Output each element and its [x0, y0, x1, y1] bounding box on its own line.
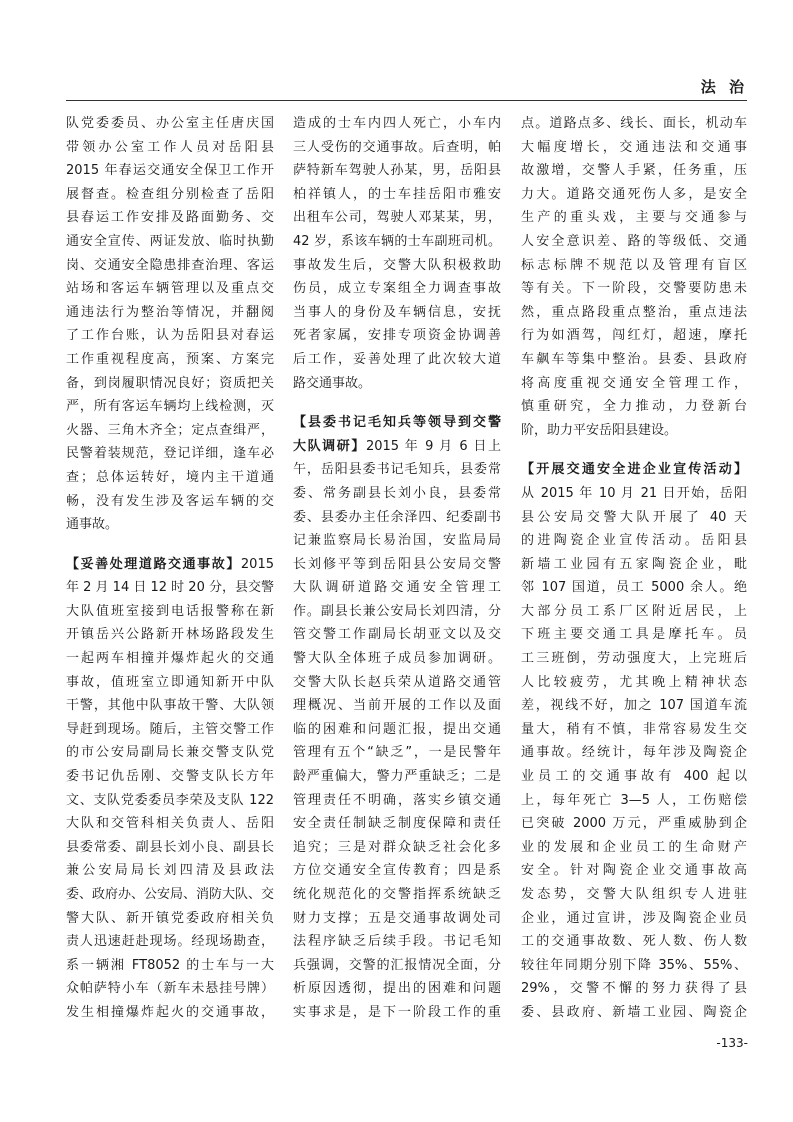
text-line: 事故发生后，交警大队积极救助 — [293, 257, 501, 273]
text-line: 县公安局交警大队开展了 40 天 — [521, 509, 747, 525]
text-line: 伤员，成立专案组全力调查事故 — [293, 281, 501, 297]
section-heading-text: 大队调研】 — [293, 438, 366, 454]
text-line: 兵强调，交警的汇报情况全面，分 — [293, 957, 501, 973]
text-line: 行为如酒驾，闯红灯，超速，摩托 — [521, 328, 747, 344]
text-line: 点。道路点多、线长、面长，机动车 — [521, 116, 747, 131]
text-line: 大部分员工系厂区附近居民，上 — [521, 603, 747, 619]
text-line: 工三班倒，劳动强度大，上完班后 — [521, 651, 747, 667]
text-line: 出租车公司，驾驶人邓某某，男， — [293, 210, 501, 226]
text-line: 严，所有客运车辆均上线检测，灭 — [66, 399, 274, 415]
text-line: 备，到岗履职情况良好；资质把关 — [66, 375, 274, 391]
text-line: 一起两车相撞并爆炸起火的交通 — [66, 651, 274, 667]
text-line: 42 岁，系该车辆的士车副班司机。 — [293, 233, 501, 249]
text-line: 标志标牌不规范以及管理有盲区 — [521, 257, 747, 273]
text-line: 系一辆湘 FT8052 的士车与一大 — [66, 957, 274, 973]
paragraph — [521, 482, 747, 1025]
text-line: 导赶到现场。随后，主管交警工作 — [66, 721, 274, 737]
section-heading: 【开展交通安全进企业宣传活动】 — [521, 462, 747, 478]
text-line: 差，视线不好，加之 107 国道车流 — [521, 698, 747, 714]
text-line: 委书记仇岳刚、交警支队长方年 — [66, 769, 274, 785]
text-line: 下班主要交通工具是摩托车。员 — [521, 627, 747, 643]
text-line: 作。副县长兼公安局长刘四清，分 — [293, 603, 501, 619]
text-line: 午，岳阳县委书记毛知兵，县委常 — [293, 462, 501, 478]
section-title: 法 治 — [700, 78, 748, 96]
text-line: 当事人的身份及车辆信息，安抚 — [293, 304, 501, 320]
text-line: 发态势，交警大队组织专人进驻 — [521, 887, 747, 902]
text-line: 上，每年死亡 3—5 人，工伤赔偿 — [521, 792, 747, 808]
text-line: 工的交通事故数、死人数、伤人数 — [521, 934, 747, 950]
text-line: 邻 107 国道，员工 5000 余人。绝 — [521, 580, 747, 596]
section-heading-continued — [293, 435, 501, 459]
text-line: 安全责任制缺乏制度保障和责任 — [293, 816, 501, 832]
text-line: 三人受伤的交通事故。后查明，帕 — [293, 139, 501, 155]
section-heading: 【县委书记毛知兵等领导到交警 — [293, 415, 501, 431]
paragraph — [66, 112, 274, 537]
text-line: 发生相撞爆炸起火的交通事故， — [66, 1004, 274, 1020]
text-line: 较往年同期分别下降 35%、55%、 — [521, 957, 747, 973]
header-rule — [66, 100, 747, 101]
text-line: 工作重视程度高，预案、方案完 — [66, 351, 274, 367]
text-line: 方位交通安全宣传教育；四是系 — [293, 863, 501, 879]
text-line: 后工作，妥善处理了此次较大道 — [293, 351, 501, 367]
text-line: 站场和客运车辆管理以及重点交 — [66, 281, 274, 297]
text-line: 安全。针对陶瓷企业交通事故高 — [521, 863, 747, 879]
text-line: 兼公安局局长刘四清及县政法 — [66, 863, 274, 879]
text-line: 开镇岳兴公路新开林场路段发生 — [66, 627, 274, 643]
text-line: 展督查。检查组分别检查了岳阳 — [66, 186, 274, 202]
text-line: 然，重点路段重点整治，重点违法 — [521, 304, 747, 320]
text-line: 车飙车等集中整治。县委、县政府 — [521, 351, 747, 367]
text-column-2 — [293, 112, 501, 1025]
text-line: 业员工的交通事故有 400 起以 — [521, 769, 747, 785]
text-line: 年 2 月 14 日 12 时 20 分，县交警 — [66, 580, 274, 596]
paragraph-gap — [293, 395, 501, 411]
text-line: 大幅度增长，交通违法和交通事 — [521, 139, 747, 155]
text-line: 新墙工业园有五家陶瓷企业，毗 — [521, 556, 747, 572]
text-line: 企业，通过宣讲，涉及陶瓷企业员 — [521, 910, 747, 926]
text-line: 交警大队长赵兵荣从道路交通管 — [293, 674, 501, 690]
text-line: 财力支撑；五是交通事故调处司 — [293, 910, 501, 926]
text-line: 人安全意识差、路的等级低、交通 — [521, 233, 747, 249]
text-line: 畅，没有发生涉及客运车辆的交 — [66, 493, 274, 509]
text-line: 业的发展和企业员工的生命财产 — [521, 839, 747, 855]
text-line: 追究；三是对群众缺乏社会化多 — [293, 839, 501, 855]
text-line: 大队和交管科相关负责人、岳阳 — [66, 816, 274, 832]
text-line: 委、县政府、新墙工业园、陶瓷企 — [521, 1004, 747, 1020]
text-line: 管交警工作副局长胡亚文以及交 — [293, 627, 501, 643]
text-line: 火器、三角木齐全；定点查缉严， — [66, 422, 274, 438]
text-line: 通违法行为整治等情况，并翻阅 — [66, 304, 274, 320]
text-line: 慎重研究，全力推动，力登新台 — [521, 399, 747, 415]
text-line: 2015 年春运交通安全保卫工作开 — [66, 163, 274, 179]
paragraph-gap — [521, 442, 747, 458]
text-line: 造成的士车内四人死亡，小车内 — [293, 116, 501, 131]
text-line: 通事故。 — [66, 517, 119, 533]
text-line: 岗、交通安全隐患排查治理、客运 — [66, 257, 274, 273]
text-line: 量大，稍有不慎，非常容易发生交 — [521, 721, 747, 737]
text-line: 的市公安局副局长兼交警支队党 — [66, 745, 274, 761]
text-line: 将高度重视交通安全管理工作， — [521, 375, 747, 391]
text-line: 文、支队党委委员李荣及支队 122 — [66, 792, 274, 808]
text-line: 从 2015 年 10 月 21 日开始，岳阳 — [521, 485, 747, 501]
text-line: 29%，交警不懈的努力获得了县 — [521, 981, 747, 997]
text-line: 了工作台账，认为岳阳县对春运 — [66, 328, 274, 344]
text-line: 县委常委、副县长刘小良、副县长 — [66, 839, 274, 855]
text-line: 柏祥镇人，的士车挂岳阳市雅安 — [293, 186, 501, 202]
text-line: 析原因透彻，提出的困难和问题 — [293, 981, 501, 997]
text-line: 责人迅速赶赴现场。经现场勘查， — [66, 934, 274, 950]
text-line: 记兼监察局长易治国，安监局局 — [293, 533, 501, 549]
page-number: -133- — [716, 1036, 748, 1050]
text-line: 警大队、新开镇党委政府相关负 — [66, 910, 274, 926]
text-line: 统化规范化的交警指挥系统缺乏 — [293, 887, 501, 902]
text-line: 理概况、当前开展的工作以及面 — [293, 698, 501, 714]
text-line: 大队调研道路交通安全管理工 — [293, 580, 501, 596]
text-line: 带领办公室工作人员对岳阳县 — [66, 139, 274, 155]
text-line: 临的困难和问题汇报，提出交通 — [293, 721, 501, 737]
text-line: 法程序缺乏后续手段。书记毛知 — [293, 934, 501, 950]
section-heading — [66, 553, 274, 577]
paragraph — [521, 112, 747, 442]
text-line: 已突破 2000 万元，严重威胁到企 — [521, 816, 747, 832]
text-line: 力大。道路交通死伤人多，是安全 — [521, 186, 747, 202]
text-line: 事故，值班室立即通知新开中队 — [66, 674, 274, 690]
text-line: 的进陶瓷企业宣传活动。岳阳县 — [521, 533, 747, 549]
text-line: 干警，其他中队事故干警、大队领 — [66, 698, 274, 714]
text-line: 队党委委员、办公室主任唐庆国 — [66, 116, 274, 131]
text-line: 路交通事故。 — [293, 375, 372, 391]
text-line: 众帕萨特小车（新车未悬挂号牌） — [66, 981, 274, 997]
text-line: 大队值班室接到电话报警称在新 — [66, 603, 274, 619]
text-line: 管理责任不明确，落实乡镇交通 — [293, 792, 501, 808]
paragraph — [293, 458, 501, 1024]
text-line: 通事故。经统计，每年涉及陶瓷企 — [521, 745, 747, 761]
text-line: 长刘修平等到岳阳县公安局交警 — [293, 556, 501, 572]
text-line: 警大队全体班子成员参加调研。 — [293, 651, 501, 667]
text-line: 等有关。下一阶段，交警要防患未 — [521, 281, 747, 297]
text-line: 萨特新车驾驶人孙某，男，岳阳县 — [293, 163, 501, 179]
paragraph — [66, 576, 274, 1024]
text-line: 实事求是，是下一阶段工作的重 — [293, 1004, 501, 1020]
text-column-3 — [521, 112, 747, 1025]
text-line: 故激增，交警人手紧，任务重，压 — [521, 163, 747, 179]
text-line: 查；总体运转好，境内主干道通 — [66, 469, 274, 485]
text-line: 民警着装规范，登记详细，逢车必 — [66, 446, 274, 462]
text-line: 死者家属，安排专项资金协调善 — [293, 328, 501, 344]
heading-followup-text: 2015 年 9 月 6 日上 — [365, 438, 501, 454]
section-heading-text: 【妥善处理道路交通事故】 — [66, 556, 241, 572]
text-line: 龄严重偏大，警力严重缺乏；二是 — [293, 769, 501, 785]
paragraph-gap — [66, 537, 274, 553]
paragraph — [293, 112, 501, 395]
text-line: 管理有五个“缺乏”，一是民警年 — [293, 745, 501, 761]
text-line: 阶，助力平安岳阳县建设。 — [521, 422, 678, 438]
text-line: 生产的重头戏，主要与交通参与 — [521, 210, 747, 226]
text-line: 通安全宣传、两证发放、临时执勤 — [66, 233, 274, 249]
text-column-1 — [66, 112, 274, 1025]
text-line: 委、政府办、公安局、消防大队、交 — [66, 887, 274, 902]
text-line: 委、常务副县长刘小良，县委常 — [293, 485, 501, 501]
heading-followup-text: 2015 — [240, 556, 274, 572]
text-line: 委、县委办主任余泽四、纪委副书 — [293, 509, 501, 525]
text-line: 县春运工作安排及路面勤务、交 — [66, 210, 274, 226]
text-line: 人比较疲劳，尤其晚上精神状态 — [521, 674, 747, 690]
